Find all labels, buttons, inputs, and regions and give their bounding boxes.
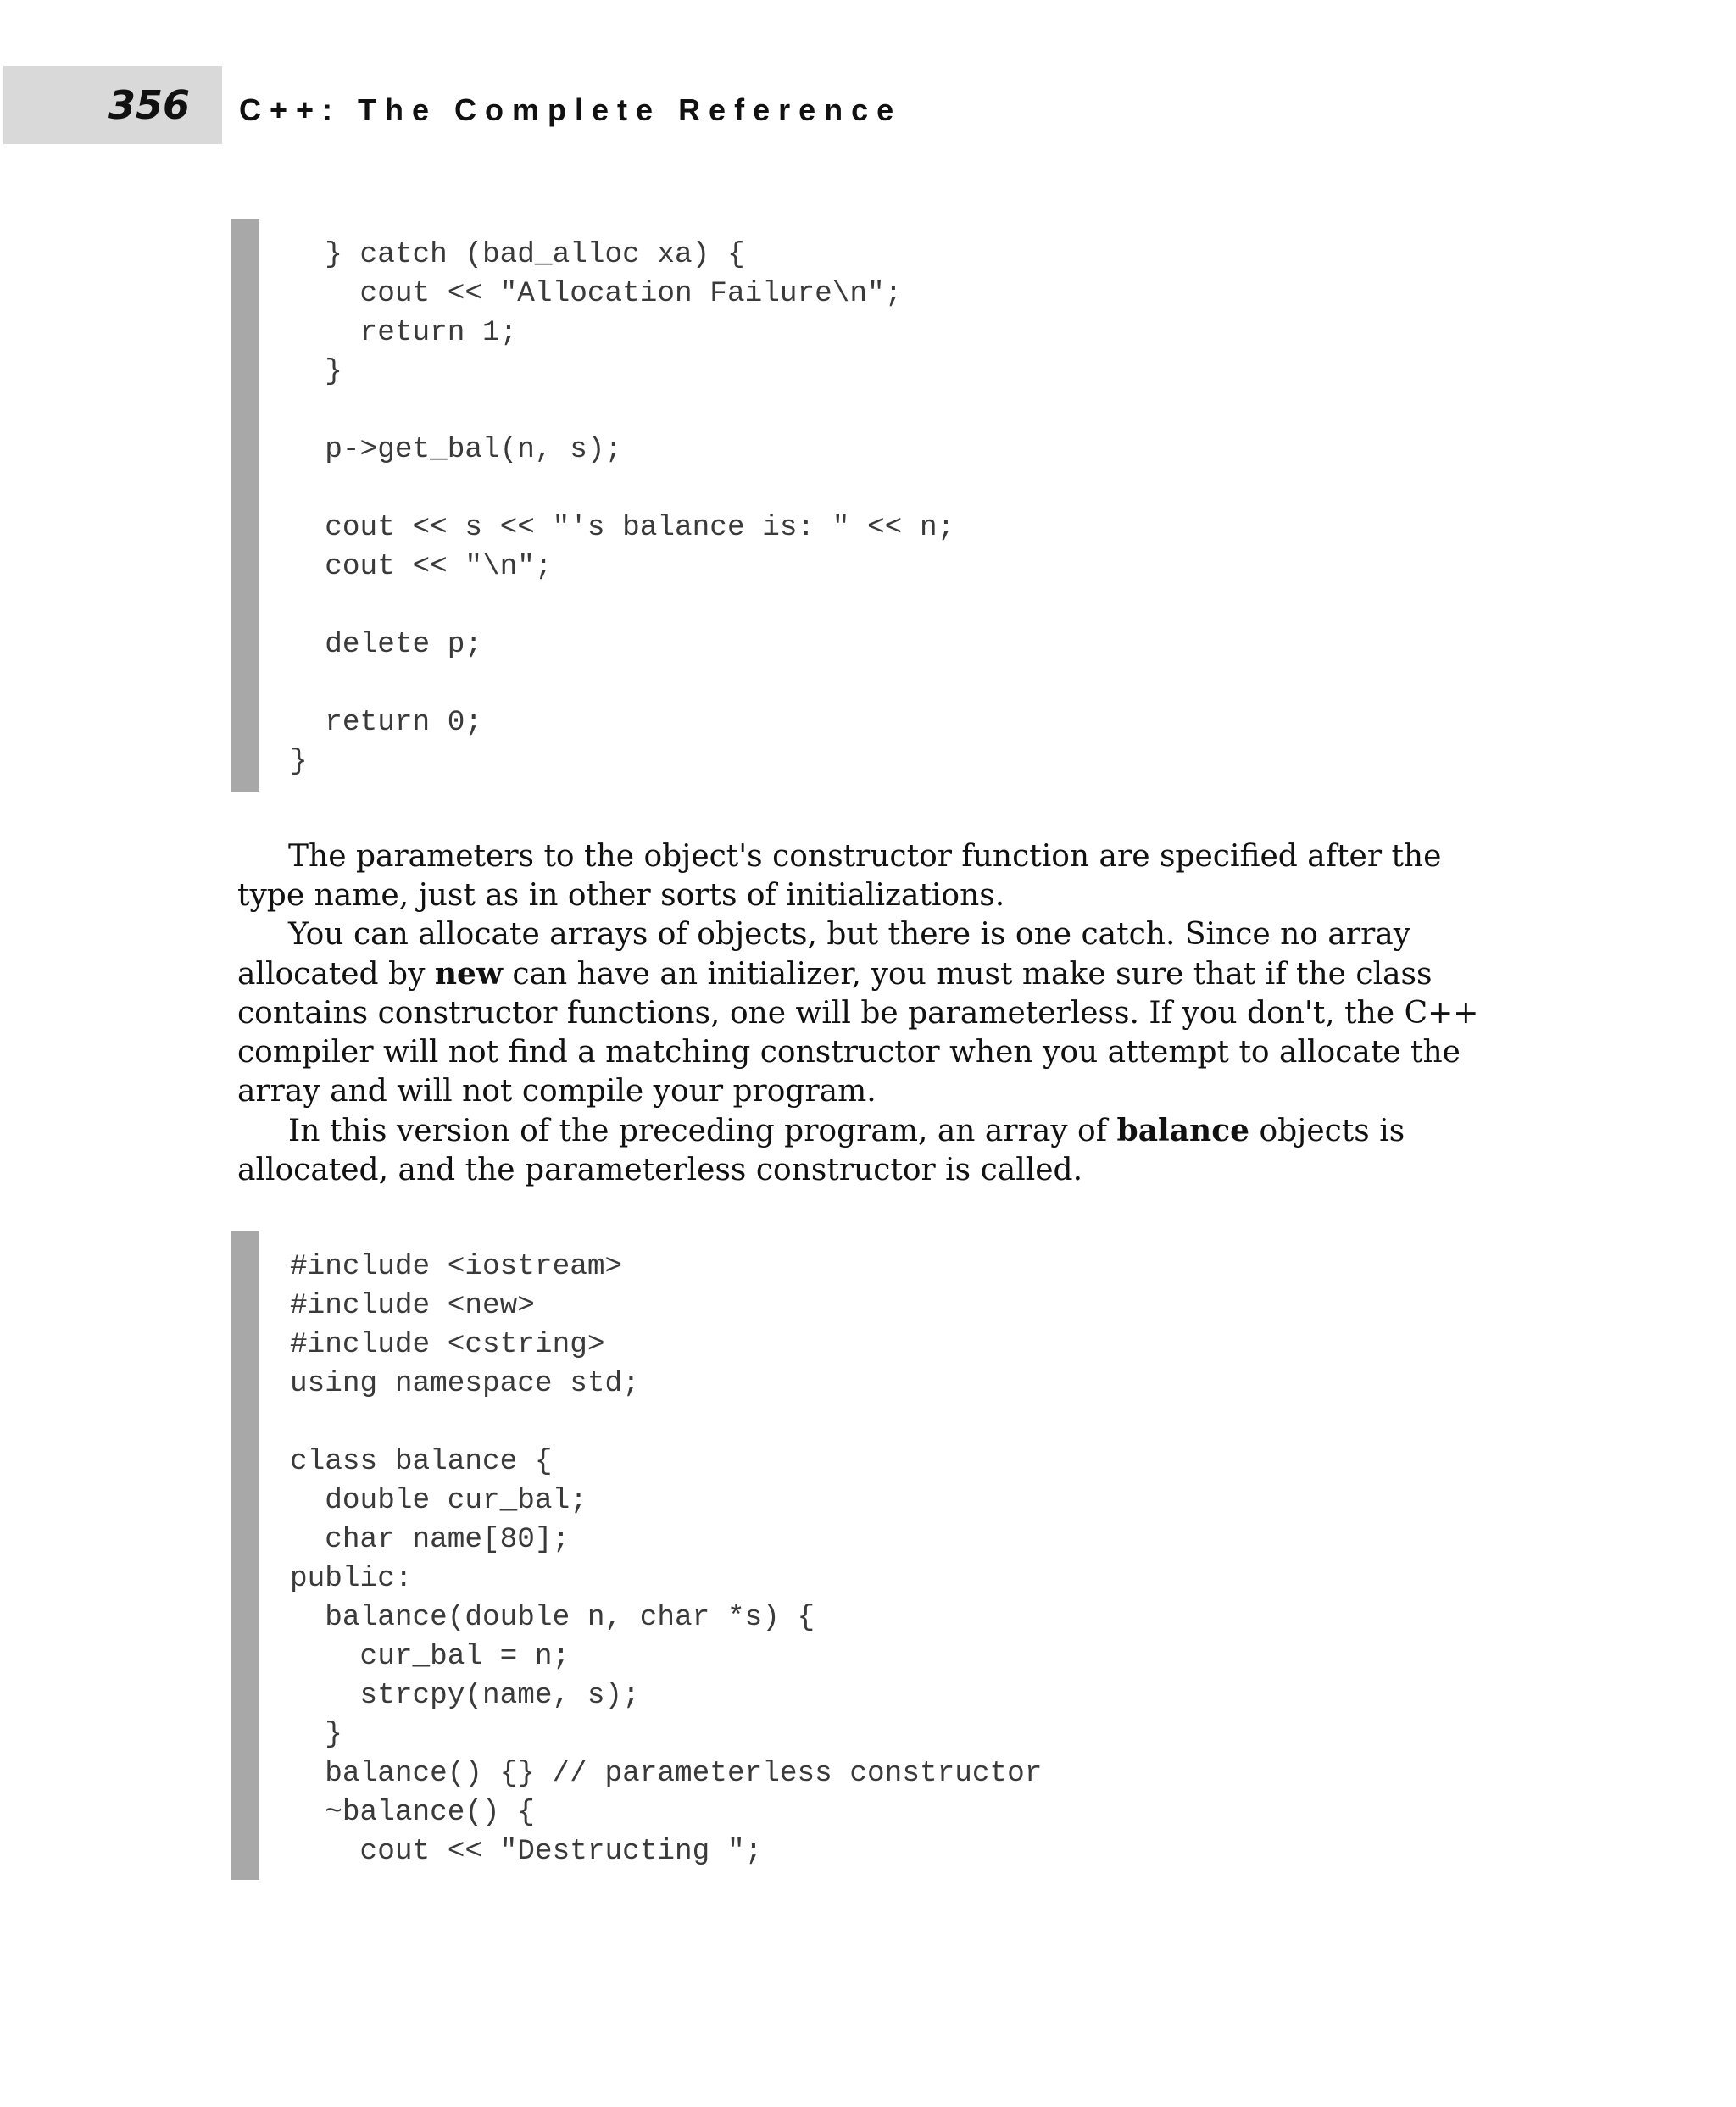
code-line: cout << "\n"; — [290, 550, 553, 583]
page-number: 356 — [108, 82, 190, 128]
code-line: public: — [290, 1562, 413, 1595]
code-line: p->get_bal(n, s); — [290, 433, 623, 466]
page-number-box — [3, 66, 222, 144]
code-block-bar — [231, 219, 259, 792]
running-title: C++: The Complete Reference — [239, 92, 903, 127]
code-line: using namespace std; — [290, 1367, 640, 1400]
code-line: } catch (bad_alloc xa) { — [290, 238, 745, 271]
paragraph-3-text-a: In this version of the preceding program, an array of — [288, 1114, 1117, 1148]
code-line: char name[80]; — [290, 1523, 570, 1556]
keyword-new: new — [434, 956, 503, 992]
code-line: balance(double n, char *s) { — [290, 1601, 815, 1634]
code-line: delete p; — [290, 628, 483, 661]
paragraph-2-text-a: You can allocate arrays of objects, but there is one catch. Since no array allocated by — [237, 917, 1411, 992]
code-line: class balance { — [290, 1445, 553, 1478]
keyword-balance: balance — [1116, 1113, 1250, 1148]
code-line: cur_bal = n; — [290, 1640, 570, 1673]
paragraph-3-text-b: objects is allocated, and the parameterless constructor is called. — [237, 1114, 1405, 1187]
code-line: cout << s << "'s balance is: " << n; — [290, 511, 955, 544]
code-block-1 — [231, 219, 1502, 792]
code-line: cout << "Allocation Failure\n"; — [290, 277, 903, 310]
code-line: cout << "Destructing "; — [290, 1835, 763, 1868]
code-line: #include <cstring> — [290, 1328, 605, 1361]
code-line: strcpy(name, s); — [290, 1679, 640, 1712]
code-block-bar — [231, 1231, 259, 1880]
code-line: balance() {} // parameterless constructor — [290, 1757, 1043, 1790]
paragraph-1-text: The parameters to the object's constructor function are specified after the type name, just as in other sorts of initializations. — [237, 839, 1442, 913]
code-line: #include <new> — [290, 1289, 535, 1322]
paragraph-2-text-b: can have an initializer, you must make sure that if the class contains constructor functions, one will be parameterless. If you don't, the C++ compiler will not find a matching constructor when you attempt to allocate the array and will not compile your program. — [237, 957, 1479, 1109]
paragraph-3 — [237, 1111, 1483, 1190]
code-line: double cur_bal; — [290, 1484, 587, 1517]
body-text — [237, 837, 1483, 1190]
code-line: } — [290, 1718, 342, 1751]
code-line: } — [290, 355, 342, 388]
code-line: ~balance() { — [290, 1796, 535, 1829]
paragraph-2 — [237, 915, 1483, 1111]
code-block-2 — [231, 1231, 1502, 1880]
code-line: return 0; — [290, 706, 483, 739]
code-line: #include <iostream> — [290, 1250, 623, 1283]
code-line: return 1; — [290, 316, 518, 349]
code-line: } — [290, 745, 308, 778]
paragraph-1 — [237, 837, 1483, 915]
